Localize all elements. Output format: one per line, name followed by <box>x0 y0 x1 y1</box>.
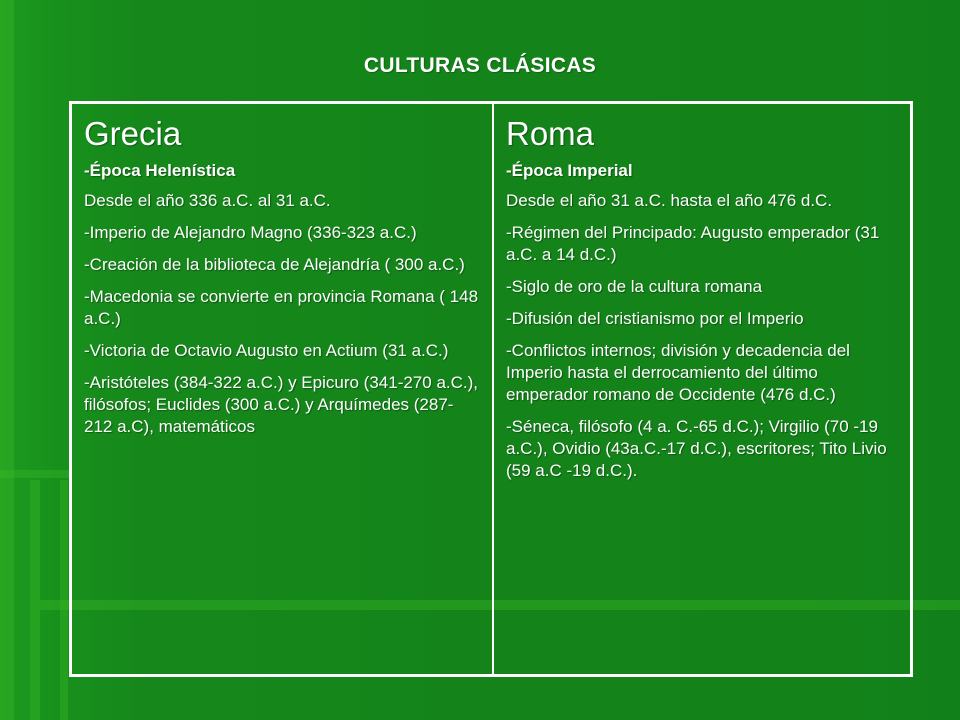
list-item: -Régimen del Principado: Augusto emperador (31 a.C. a 14 d.C.) <box>506 223 880 264</box>
column-grecia <box>72 104 494 674</box>
background-stripe <box>30 480 40 720</box>
list-item: -Conflictos internos; división y decadencia del Imperio hasta el derrocamiento del último emperador romano de Occidente (476 d.C.) <box>506 341 850 404</box>
list-item: -Séneca, filósofo (4 a. C.-65 d.C.); Virgilio (70 -19 a.C.), Ovidio (43a.C.-17 d.C.), escritores; Tito Livio (59 a.C -19 d.C.). <box>506 417 887 480</box>
list-item: -Difusión del cristianismo por el Imperio <box>506 309 804 328</box>
list-item: -Macedonia se convierte en provincia Romana ( 148 a.C.) <box>84 287 479 328</box>
list-item: -Imperio de Alejandro Magno (336-323 a.C.) <box>84 223 417 242</box>
list-item: Desde el año 31 a.C. hasta el año 476 d.C. <box>506 191 833 210</box>
list-item: -Aristóteles (384-322 a.C.) y Epicuro (341-270 a.C.), filósofos; Euclides (300 a.C.) y Arquímedes (287-212 a.C), matemáticos <box>84 373 479 436</box>
background-stripe <box>0 0 14 720</box>
list-item: Desde el año 336 a.C. al 31 a.C. <box>84 191 331 210</box>
list-item: -Siglo de oro de la cultura romana <box>506 277 763 296</box>
background-stripe <box>0 470 70 478</box>
slide-title: CULTURAS CLÁSICAS <box>363 54 597 77</box>
comparison-table <box>69 101 913 677</box>
column-roma <box>494 104 910 674</box>
period-label: -Época Helenística <box>84 161 236 180</box>
period-label: -Época Imperial <box>506 161 633 180</box>
background-stripe <box>60 480 68 720</box>
column-heading: Grecia <box>84 115 182 152</box>
list-item: -Creación de la biblioteca de Alejandría ( 300 a.C.) <box>84 255 465 274</box>
column-heading: Roma <box>506 115 595 152</box>
list-item: -Victoria de Octavio Augusto en Actium (31 a.C.) <box>84 341 449 360</box>
